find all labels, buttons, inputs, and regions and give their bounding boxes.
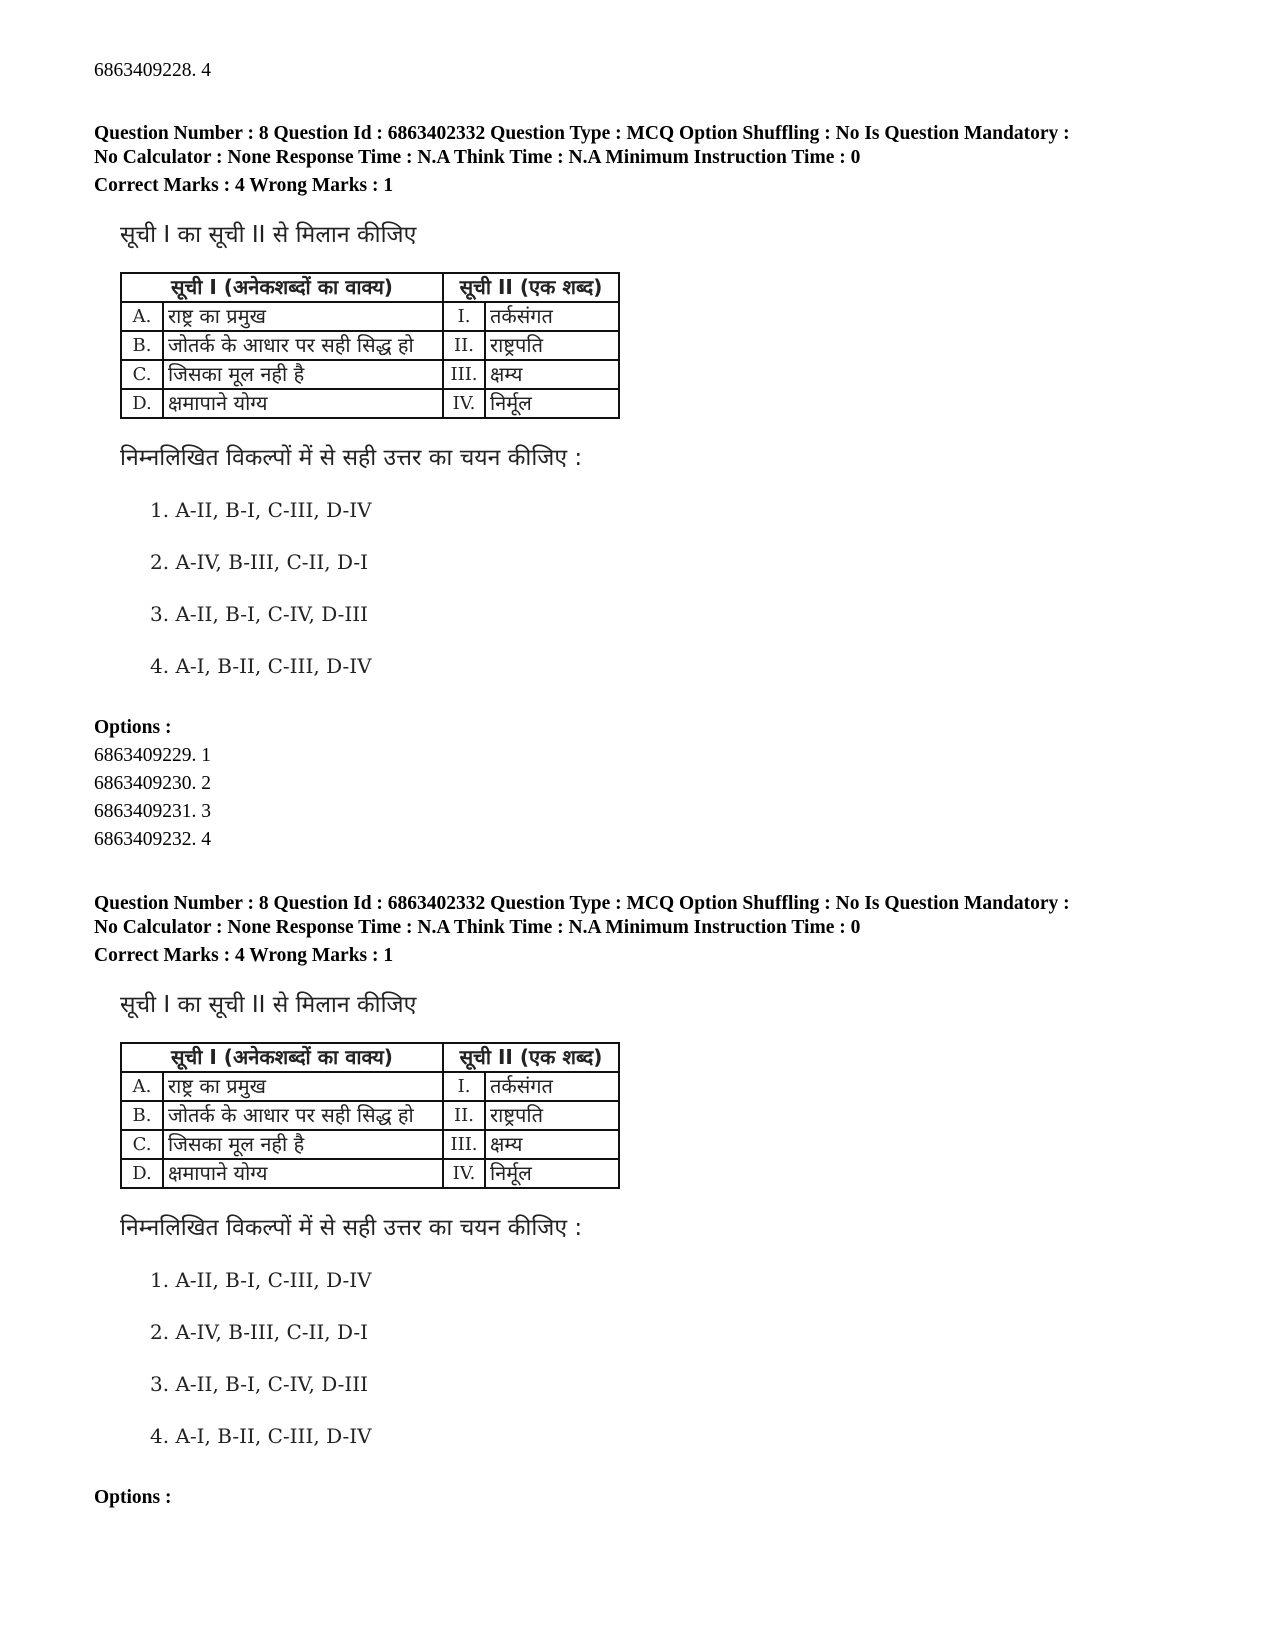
table-row <box>121 360 619 389</box>
choice-item: 2. A-IV, B-III, C-II, D-I <box>150 550 369 574</box>
choice-item: 3. A-II, B-I, C-IV, D-III <box>150 602 369 626</box>
row-label: A. <box>121 1072 163 1101</box>
table-row <box>121 389 619 418</box>
previous-option-line: 6863409228. 4 <box>94 60 211 81</box>
choice-item: 1. A-II, B-I, C-III, D-IV <box>150 498 372 522</box>
option-line: 6863409231. 3 <box>94 801 211 822</box>
row-label: I. <box>443 302 485 331</box>
list-1-item: क्षमापाने योग्य <box>163 389 443 418</box>
question-block-2 <box>94 892 1070 1449</box>
table-header-row <box>121 1043 619 1072</box>
list-2-item: तर्कसंगत <box>485 302 619 331</box>
choice-item: 4. A-I, B-II, C-III, D-IV <box>150 654 372 678</box>
table-row <box>121 302 619 331</box>
row-label: D. <box>121 389 163 418</box>
choice-item: 3. A-II, B-I, C-IV, D-III <box>150 1372 369 1396</box>
choice-item: 1. A-II, B-I, C-III, D-IV <box>150 1268 372 1292</box>
question-block-1 <box>94 122 1070 679</box>
table-row <box>121 331 619 360</box>
list-2-header: सूची II (एक शब्द) <box>443 1043 619 1072</box>
options-section-1 <box>94 716 211 852</box>
list-1-item: क्षमापाने योग्य <box>163 1159 443 1188</box>
table-row <box>121 1159 619 1188</box>
table-header-row <box>121 273 619 302</box>
row-label: D. <box>121 1159 163 1188</box>
table-row <box>121 1130 619 1159</box>
list-2-item: राष्ट्रपति <box>485 1101 619 1130</box>
row-label: C. <box>121 360 163 389</box>
marks-line: Correct Marks : 4 Wrong Marks : 1 <box>94 945 394 966</box>
list-2-item: निर्मूल <box>485 1159 619 1188</box>
instruction-text: निम्नलिखित विकल्पों में से सही उत्तर का चयन कीजिए : <box>120 445 583 471</box>
list-1-item: राष्ट्र का प्रमुख <box>163 302 443 331</box>
row-label: I. <box>443 1072 485 1101</box>
choice-item: 4. A-I, B-II, C-III, D-IV <box>150 1424 372 1448</box>
row-label: C. <box>121 1130 163 1159</box>
list-1-item: जिसका मूल नही है <box>163 1130 443 1159</box>
row-label: A. <box>121 302 163 331</box>
list-2-item: तर्कसंगत <box>485 1072 619 1101</box>
question-header-line-2: No Calculator : None Response Time : N.A Think Time : N.A Minimum Instruction Time : 0 <box>94 917 861 938</box>
match-table <box>120 272 620 419</box>
question-content <box>120 220 1070 679</box>
options-label: Options : <box>94 1487 172 1508</box>
question-header-line-1: Question Number : 8 Question Id : 6863402332 Question Type : MCQ Option Shuffling : No Is Question Mandatory : <box>94 893 1070 914</box>
choice-item: 2. A-IV, B-III, C-II, D-I <box>150 1320 369 1344</box>
options-label: Options : <box>94 717 172 738</box>
row-label: II. <box>443 1101 485 1130</box>
question-content <box>120 990 1070 1449</box>
question-header-line-1: Question Number : 8 Question Id : 6863402332 Question Type : MCQ Option Shuffling : No Is Question Mandatory : <box>94 123 1070 144</box>
question-header-line-2: No Calculator : None Response Time : N.A Think Time : N.A Minimum Instruction Time : 0 <box>94 147 861 168</box>
table-row <box>121 1101 619 1130</box>
row-label: B. <box>121 1101 163 1130</box>
list-1-item: राष्ट्र का प्रमुख <box>163 1072 443 1101</box>
list-1-item: जिसका मूल नही है <box>163 360 443 389</box>
row-label: III. <box>443 1130 485 1159</box>
options-section-2 <box>94 1486 171 1510</box>
row-label: B. <box>121 331 163 360</box>
option-line: 6863409229. 1 <box>94 745 211 766</box>
list-1-header: सूची I (अनेकशब्दों का वाक्य) <box>121 273 443 302</box>
instruction-text: निम्नलिखित विकल्पों में से सही उत्तर का चयन कीजिए : <box>120 1215 583 1241</box>
option-line: 6863409232. 4 <box>94 829 211 850</box>
question-title: सूची I का सूची II से मिलान कीजिए <box>120 222 417 248</box>
row-label: III. <box>443 360 485 389</box>
option-line: 6863409230. 2 <box>94 773 211 794</box>
question-title: सूची I का सूची II से मिलान कीजिए <box>120 992 417 1018</box>
list-1-header: सूची I (अनेकशब्दों का वाक्य) <box>121 1043 443 1072</box>
list-2-item: निर्मूल <box>485 389 619 418</box>
match-table <box>120 1042 620 1189</box>
marks-line: Correct Marks : 4 Wrong Marks : 1 <box>94 175 394 196</box>
row-label: II. <box>443 331 485 360</box>
table-row <box>121 1072 619 1101</box>
list-2-header: सूची II (एक शब्द) <box>443 273 619 302</box>
list-2-item: क्षम्य <box>485 1130 619 1159</box>
row-label: IV. <box>443 389 485 418</box>
list-2-item: राष्ट्रपति <box>485 331 619 360</box>
list-1-item: जोतर्क के आधार पर सही सिद्ध हो <box>163 1101 443 1130</box>
list-1-item: जोतर्क के आधार पर सही सिद्ध हो <box>163 331 443 360</box>
row-label: IV. <box>443 1159 485 1188</box>
list-2-item: क्षम्य <box>485 360 619 389</box>
